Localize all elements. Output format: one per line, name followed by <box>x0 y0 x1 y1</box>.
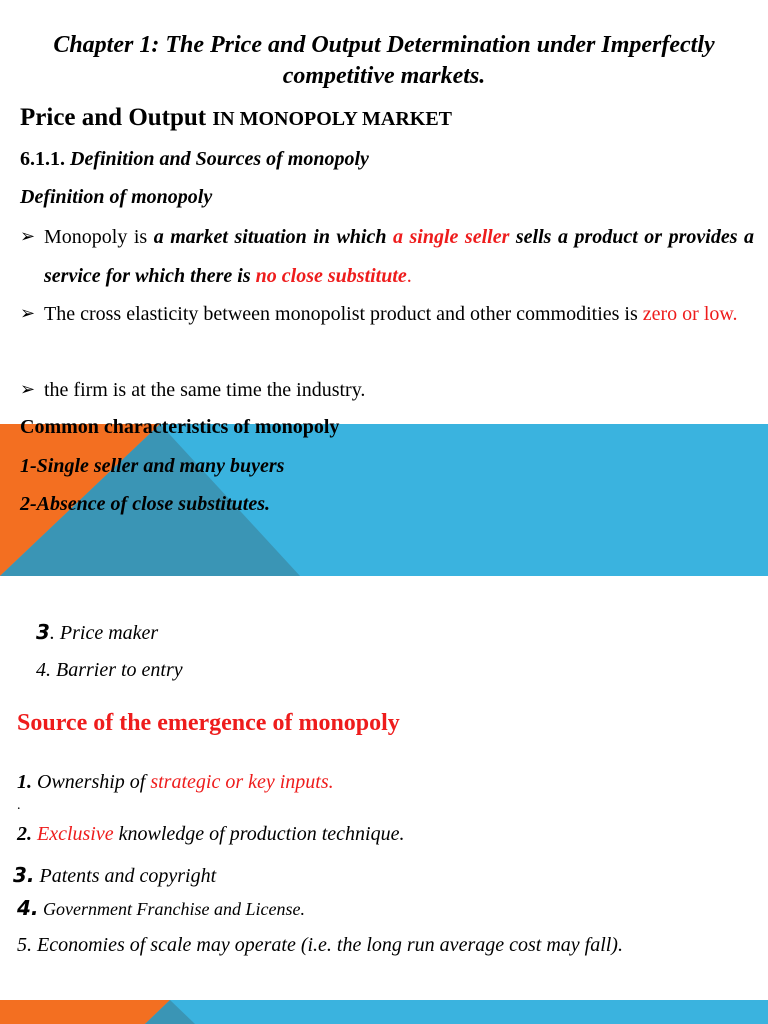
highlight-text: a single seller <box>393 226 510 248</box>
highlight-text: no close substitute <box>255 264 407 287</box>
bullet-text-part: The cross elasticity between monopolist product and other commodities is <box>44 303 643 325</box>
item-number: 4. <box>17 896 39 920</box>
stray-dot: . <box>17 798 21 813</box>
highlight-text: strategic or key inputs. <box>150 771 334 793</box>
source-item <box>17 896 305 921</box>
source-item <box>17 823 404 846</box>
bullet-text-part: a market situation in which <box>153 226 393 248</box>
chapter-title: Chapter 1: The Price and Output Determination under Imperfectly competitive markets. <box>53 32 715 89</box>
item-number: 1. <box>17 771 32 793</box>
characteristic-item: 2-Absence of close substitutes. <box>20 493 270 515</box>
arrow-bullet-icon: ➢ <box>20 303 36 324</box>
bullet-item <box>20 371 754 410</box>
bullet-item <box>20 218 754 295</box>
subsection-number: 6.1.1. <box>20 148 65 170</box>
arrow-bullet-icon: ➢ <box>20 379 36 400</box>
section-heading <box>20 104 452 132</box>
source-item <box>13 863 216 888</box>
characteristic-item: 1-Single seller and many buyers <box>20 455 285 477</box>
bullet-text <box>44 295 754 334</box>
subsection-title: Definition and Sources of monopoly <box>70 148 369 170</box>
source-item <box>17 771 334 794</box>
item-text: knowledge of production technique. <box>113 823 405 845</box>
highlight-text: Exclusive <box>32 823 114 845</box>
bullet-text <box>44 218 754 295</box>
item-text: Ownership of <box>32 771 151 793</box>
characteristics-heading: Common characteristics of monopoly <box>20 416 340 438</box>
characteristic-item <box>36 620 158 645</box>
item-text: Patents and copyright <box>34 865 217 887</box>
item-text: . Price maker <box>49 622 159 644</box>
highlight-text: zero or low. <box>642 303 738 325</box>
bullet-text-part: . <box>406 264 412 287</box>
heading-small-caps: IN MONOPOLY MARKET <box>212 108 453 130</box>
item-text: Government Franchise and License. <box>38 899 305 919</box>
bullet-text: the firm is at the same time the industry. <box>44 379 366 401</box>
item-number: 3 <box>36 620 50 644</box>
definition-heading: Definition of monopoly <box>20 186 213 208</box>
bullet-item <box>20 295 754 334</box>
source-heading: Source of the emergence of monopoly <box>17 710 400 736</box>
heading-main: Price and Output <box>20 104 207 131</box>
subsection-heading <box>20 148 369 171</box>
source-item: 5. Economies of scale may operate (i.e. the long run average cost may fall). <box>17 934 623 956</box>
bullet-text-part: sells a product or provides a service for which there is <box>44 226 754 287</box>
characteristic-item: 4. Barrier to entry <box>36 659 183 681</box>
arrow-bullet-icon: ➢ <box>20 226 36 247</box>
item-number: 3. <box>13 863 35 887</box>
item-number: 2. <box>17 823 32 845</box>
bottom-decorative-band <box>0 1000 768 1024</box>
bullet-text-part: Monopoly is <box>44 226 154 248</box>
